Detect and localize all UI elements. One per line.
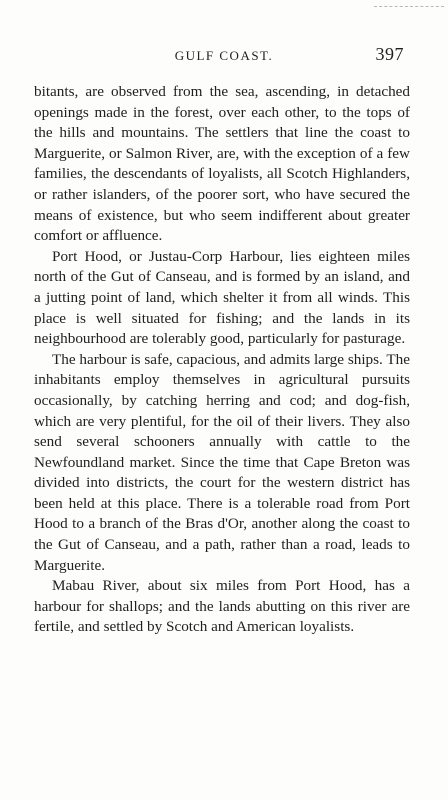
paragraph-harbour: The harbour is safe, capacious, and admits large ships. The inhabitants employ themselves in agricultural pursuits occasionally, by catching herring and cod; and dog-fish, which are very plentiful, for the oil of their livers. They also send several schooners annually with cattle to the Newfoundland market. Since the time that Cape Breton was divided into districts, the court for the western district has been held at this place. There is a tolerable road from Port Hood to a branch of the Bras d'Or, another along the coast to the Gut of Canseau, and a path, rather than a road, leads to Marguerite. [34,350,410,574]
paragraph-port-hood: Port Hood, or Justau-Corp Harbour, lies eighteen miles north of the Gut of Canseau, and is formed by an island, and a jutting point of land, which shelter it from all winds. This place is well situated for fishing; and the lands in its neighbourhood are tolerably good, particularly for pasturage. [34,247,410,348]
paragraph-mabau-river: Mabau River, about six miles from Port Hood, has a harbour for shallops; and the lands abutting on this river are fertile, and settled by Scotch and American loyalists. [34,577,410,636]
page-header [44,44,404,66]
body-text [34,82,410,638]
running-head: GULF COAST. [174,48,274,63]
page-number: 397 [375,44,404,64]
page-edge-mark [374,6,444,7]
paragraph-continuation: bitants, are observed from the sea, ascending, in detached openings made in the forest, over each other, to the tops of the hills and mountains. The settlers that line the coast to Marguerite, or Salmon River, are, with the exception of a few families, the descendants of loyalists, all Scotch Highlanders, or rather islanders, of the poorer sort, who have secured the means of existence, but who seem indifferent about greater comfort or affluence. [34,83,410,245]
